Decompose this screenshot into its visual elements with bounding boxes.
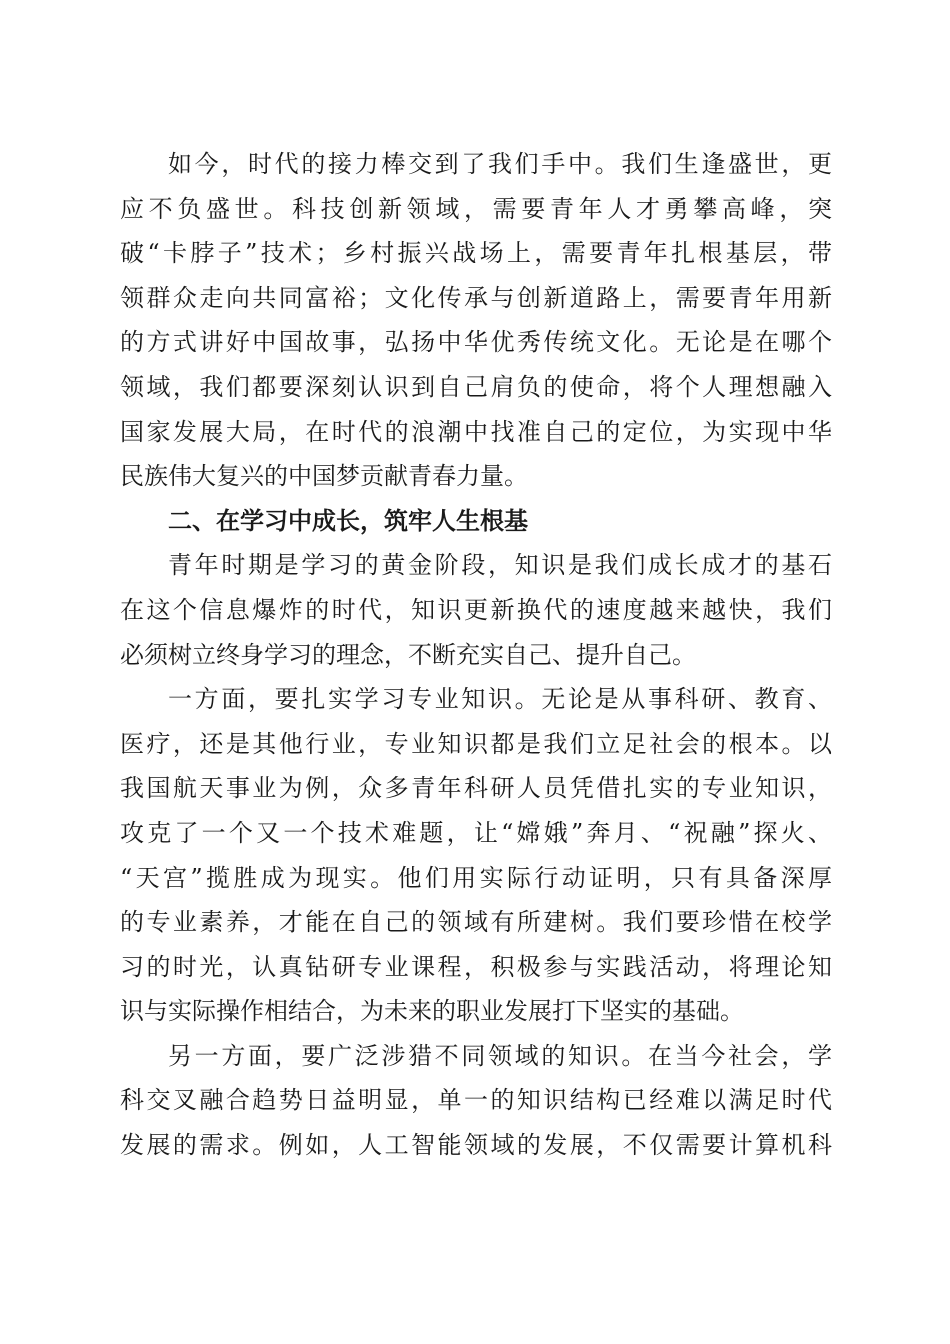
paragraph-broad-knowledge <box>120 1034 832 1168</box>
paragraph-professional-knowledge <box>120 677 832 1034</box>
text-line: 医疗，还是其他行业，专业知识都是我们立足社会的根本。以 <box>120 729 832 758</box>
text-line: “天宫”揽胜成为现实。他们用实际行动证明，只有具备深厚 <box>120 863 832 892</box>
text-line: 破“卡脖子”技术；乡村振兴战场上，需要青年扎根基层，带 <box>120 239 832 268</box>
text-line: 如今，时代的接力棒交到了我们手中。我们生逢盛世，更 <box>168 150 832 178</box>
text-line: 在这个信息爆炸的时代，知识更新换代的速度越来越快，我们 <box>120 595 832 624</box>
text-line: 识与实际操作相结合，为未来的职业发展打下坚实的基础。 <box>120 997 744 1026</box>
document-body <box>120 142 832 1168</box>
text-line: 领域，我们都要深刻认识到自己肩负的使命，将个人理想融入 <box>120 372 832 401</box>
text-line: 青年时期是学习的黄金阶段，知识是我们成长成才的基石 <box>168 551 832 580</box>
text-line: 攻克了一个又一个技术难题，让“嫦娥”奔月、“祝融”探火、 <box>120 818 832 847</box>
heading-text: 二、在学习中成长，筑牢人生根基 <box>168 506 528 535</box>
text-line: 领群众走向共同富裕；文化传承与创新道路上，需要青年用新 <box>120 283 832 312</box>
text-line: 应不负盛世。科技创新领域，需要青年人才勇攀高峰，突 <box>120 194 832 223</box>
text-line: 国家发展大局，在时代的浪潮中找准自己的定位，为实现中华 <box>120 417 832 446</box>
text-line: 一方面，要扎实学习专业知识。无论是从事科研、教育、 <box>168 685 832 714</box>
text-line: 必须树立终身学习的理念，不断充实自己、提升自己。 <box>120 640 696 669</box>
text-line: 我国航天事业为例，众多青年科研人员凭借扎实的专业知识， <box>120 774 832 803</box>
text-line: 科交叉融合趋势日益明显，单一的知识结构已经难以满足时代 <box>120 1086 832 1115</box>
text-line: 民族伟大复兴的中国梦贡献青春力量。 <box>120 462 528 491</box>
text-line: 的专业素养，才能在自己的领域有所建树。我们要珍惜在校学 <box>120 908 832 937</box>
text-line: 的方式讲好中国故事，弘扬中华优秀传统文化。无论是在哪个 <box>120 328 832 357</box>
paragraph-time-mission <box>120 142 832 499</box>
section-heading <box>120 499 832 544</box>
text-line: 习的时光，认真钻研专业课程，积极参与实践活动，将理论知 <box>120 952 832 981</box>
text-line: 发展的需求。例如，人工智能领域的发展，不仅需要计算机科 <box>120 1131 832 1160</box>
text-line: 另一方面，要广泛涉猎不同领域的知识。在当今社会，学 <box>168 1041 832 1070</box>
paragraph-learning-intro <box>120 543 832 677</box>
